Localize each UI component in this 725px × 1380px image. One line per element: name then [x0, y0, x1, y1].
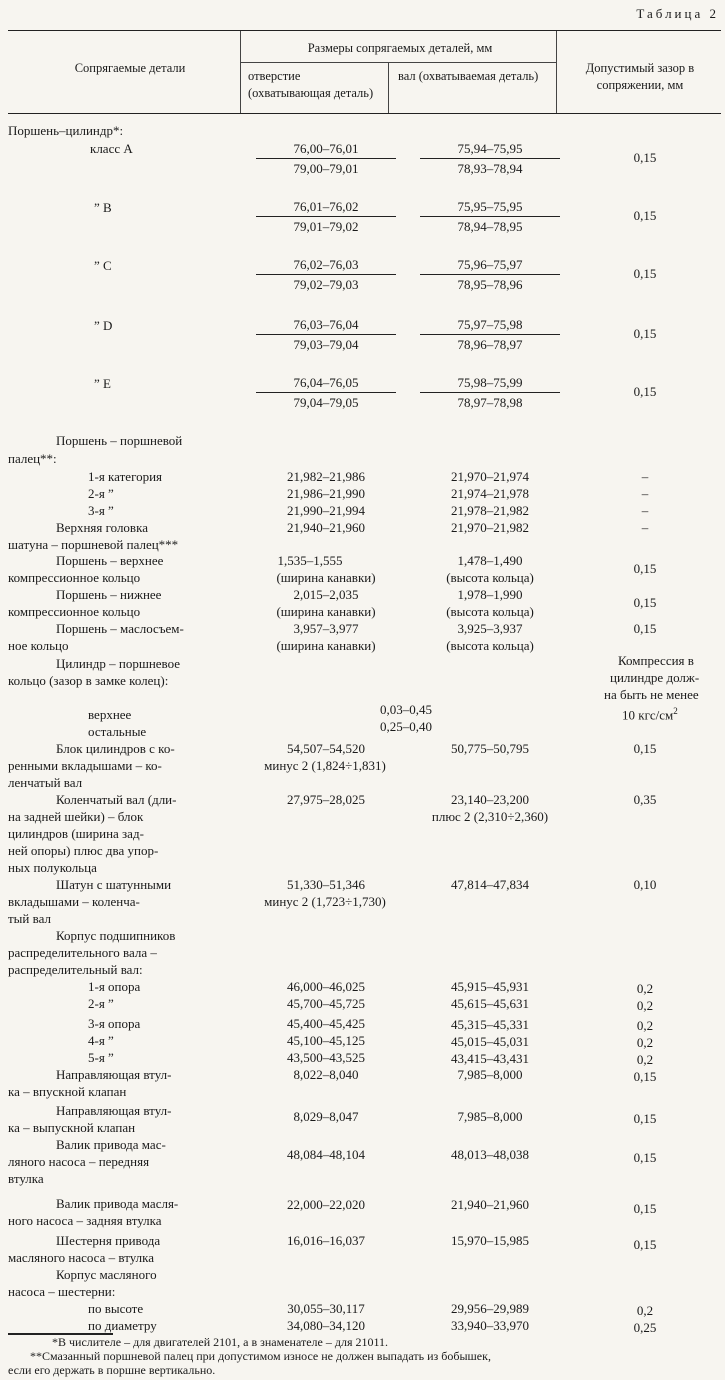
clearance-value: 0,35	[633, 792, 657, 807]
rod-label-1: Шатун с шатунными	[56, 877, 172, 892]
shaft-numerator: 75,96–75,97	[420, 255, 560, 275]
clearance-value: 0,15	[633, 741, 657, 756]
hole-denominator: 79,03–79,04	[293, 337, 359, 352]
clearance-value: –	[641, 469, 649, 484]
ring-gap-top-value: 0,03–0,45	[380, 702, 432, 717]
valve-label-2: ка – впускной клапан	[8, 1084, 127, 1099]
header-vrule-1	[240, 31, 241, 113]
ring-label-1: Поршень – маслосъем-	[56, 621, 184, 636]
shaft-value: 50,775–50,795	[451, 741, 529, 756]
ring-label-2: компрессионное кольцо	[8, 604, 141, 619]
compression-note-3: на быть не менее	[604, 687, 699, 702]
hole-value: 21,990–21,994	[287, 503, 365, 518]
header-shaft: вал (охватываемая деталь)	[398, 69, 539, 83]
shaft-value: 45,915–45,931	[451, 979, 529, 994]
shaft-fraction	[420, 255, 560, 294]
clearance-value: 0,2	[636, 981, 654, 996]
shaft-value: 1,478–1,490	[457, 553, 523, 568]
shaft-value: 3,925–3,937	[457, 621, 523, 636]
rod-head-label-1: Верхняя головка	[56, 520, 148, 535]
shaft-value: 21,970–21,982	[451, 520, 529, 535]
hole-numerator: 76,00–76,01	[256, 139, 396, 159]
hole-value: 45,700–45,725	[287, 996, 365, 1011]
header-hole: отверстие (охватывающая деталь)	[248, 69, 374, 100]
ring-gap-label-2: кольцо (зазор в замке колец):	[8, 673, 169, 688]
pump-body-row-label: по высоте	[88, 1301, 144, 1316]
cam-bearing-label: 1-я опора	[88, 979, 141, 994]
rod-head-label-2: шатуна – поршневой палец***	[8, 537, 179, 552]
shaft-value: 48,013–48,038	[451, 1147, 529, 1162]
cam-bearing-label: 5-я ”	[88, 1050, 114, 1065]
rod-label-3: тый вал	[8, 911, 51, 926]
hole-value: 21,986–21,990	[287, 486, 365, 501]
clearance-value: 0,15	[633, 1150, 657, 1165]
block-label-2: ренными вкладышами – ко-	[8, 758, 162, 773]
compression-note-1: Компрессия в	[618, 653, 694, 668]
clearance-value: 0,15	[633, 621, 657, 636]
pump-gear-label-1: Шестерня привода	[56, 1233, 161, 1248]
footnote-2-line-2: если его держать в поршне вертикально.	[8, 1363, 216, 1377]
footnote-2-line-1: **Смазанный поршневой палец при допустимом износе не должен выпадать из бобышек,	[30, 1349, 491, 1363]
hole-value: 21,940–21,960	[287, 520, 365, 535]
header-vrule-2	[388, 63, 389, 113]
hole-fraction	[256, 255, 396, 294]
pump-body-label-1: Корпус масляного	[56, 1267, 157, 1282]
shaft-fraction	[420, 373, 560, 412]
shaft-denominator: 78,96–78,97	[457, 337, 523, 352]
shaft-value-2: плюс 2 (2,310÷2,360)	[431, 809, 549, 824]
shaft-value: 23,140–23,200	[451, 792, 529, 807]
pin-category-label: 3-я ”	[88, 503, 114, 518]
shaft-value: 29,956–29,989	[451, 1301, 529, 1316]
clearance-value: 0,15	[633, 150, 657, 165]
cam-label-2: распределительного вала –	[8, 945, 157, 960]
hole-denominator: 79,00–79,01	[293, 161, 359, 176]
clearance-value: –	[641, 486, 649, 501]
hole-denominator: 79,04–79,05	[293, 395, 359, 410]
clearance-value: –	[641, 503, 649, 518]
clearance-value: 0,2	[636, 998, 654, 1013]
hole-numerator: 76,02–76,03	[256, 255, 396, 275]
cam-bearing-label: 4-я ”	[88, 1033, 114, 1048]
shaft-value: 45,315–45,331	[451, 1017, 529, 1032]
block-label-1: Блок цилиндров с ко-	[56, 741, 175, 756]
ring-label-2: компрессионное кольцо	[8, 570, 141, 585]
shaft-value: 1,978–1,990	[457, 587, 523, 602]
clearance-value: 0,2	[636, 1018, 654, 1033]
header-parts: Сопрягаемые детали	[74, 61, 186, 75]
shaft-value: 15,970–15,985	[451, 1233, 529, 1248]
ring-gap-rest-value: 0,25–0,40	[380, 719, 432, 734]
block-label-3: ленчатый вал	[8, 775, 83, 790]
clearance-value: 0,15	[633, 1111, 657, 1126]
header-bottom-rule	[8, 113, 721, 114]
shaft-note: (высота кольца)	[446, 570, 534, 585]
pump-front-label-3: втулка	[8, 1171, 44, 1186]
hole-value: 8,029–8,047	[293, 1109, 359, 1124]
hole-fraction	[256, 139, 396, 178]
shaft-value: 7,985–8,000	[457, 1067, 523, 1082]
ring-label-2: ное кольцо	[8, 638, 69, 653]
hole-value: 48,084–48,104	[287, 1147, 365, 1162]
ring-gap-label-1: Цилиндр – поршневое	[56, 656, 181, 671]
hole-note: (ширина канавки)	[276, 604, 376, 619]
pump-body-row-label: по диаметру	[88, 1318, 157, 1333]
clearance-value: 0,15	[633, 384, 657, 399]
hole-value: 54,507–54,520	[287, 741, 365, 756]
compression-unit-power: 2	[673, 706, 678, 716]
shaft-denominator: 78,95–78,96	[457, 277, 523, 292]
rod-label-2: вкладышами – коленча-	[8, 894, 140, 909]
shaft-denominator: 78,94–78,95	[457, 219, 523, 234]
shaft-fraction	[420, 315, 560, 354]
hole-value: 2,015–2,035	[293, 587, 359, 602]
header-sizes: Размеры сопрягаемых деталей, мм	[307, 41, 493, 55]
shaft-denominator: 78,97–78,98	[457, 395, 523, 410]
pin-title-1: Поршень – поршневой	[56, 433, 183, 448]
compression-note-2: цилиндре долж-	[610, 670, 700, 685]
piston-cylinder-title: Поршень–цилиндр*:	[8, 123, 124, 138]
cam-label-1: Корпус подшипников	[56, 928, 176, 943]
class-label: ” E	[94, 376, 111, 391]
hole-value: 51,330–51,346	[287, 877, 365, 892]
hole-value: 30,055–30,117	[287, 1301, 365, 1316]
hole-value: 45,100–45,125	[287, 1033, 365, 1048]
compression-value: 10 кгс/см	[622, 707, 674, 723]
ring-label-1: Поршень – нижнее	[56, 587, 162, 602]
class-label: ” D	[94, 318, 113, 333]
shaft-note: (высота кольца)	[446, 604, 534, 619]
class-label: ” С	[94, 258, 112, 273]
clearance-value: 0,15	[633, 208, 657, 223]
table-title: Таблица 2	[636, 6, 719, 21]
cam-bearing-label: 3-я опора	[88, 1016, 141, 1031]
clearance-value: 0,15	[633, 1237, 657, 1252]
shaft-numerator: 75,95–75,95	[420, 197, 560, 217]
class-label: класс А	[90, 141, 133, 156]
clearance-value: 0,15	[633, 1201, 657, 1216]
pump-rear-label-2: ного насоса – задняя втулка	[8, 1213, 162, 1228]
shaft-value: 47,814–47,834	[451, 877, 529, 892]
shaft-value: 21,970–21,974	[451, 469, 529, 484]
hole-value: 34,080–34,120	[287, 1318, 365, 1333]
cam-label-3: распределительный вал:	[8, 962, 143, 977]
valve-label-1: Направляющая втул-	[56, 1103, 172, 1118]
shaft-value: 33,940–33,970	[451, 1318, 529, 1333]
shaft-note: (высота кольца)	[446, 638, 534, 653]
shaft-value: 21,940–21,960	[451, 1197, 529, 1212]
header-sizes-rule	[240, 62, 556, 63]
crank-label-5: ных полукольца	[8, 860, 97, 875]
footnote-1: *В числителе – для двигателей 2101, а в знаменателе – для 21011.	[52, 1335, 389, 1349]
clearance-value: 0,15	[633, 266, 657, 281]
hole-value-2: минус 2 (1,824÷1,831)	[264, 758, 386, 773]
hole-value: 27,975–28,025	[287, 792, 365, 807]
hole-value: 1,535–1,555	[277, 553, 343, 568]
class-label: ” В	[94, 200, 112, 215]
hole-value: 16,016–16,037	[287, 1233, 365, 1248]
hole-numerator: 76,03–76,04	[256, 315, 396, 335]
ring-gap-top-label: верхнее	[88, 707, 132, 722]
crank-label-1: Коленчатый вал (дли-	[56, 792, 177, 807]
pin-title-2: палец**:	[8, 451, 57, 466]
hole-fraction	[256, 373, 396, 412]
shaft-fraction	[420, 197, 560, 236]
hole-note: (ширина канавки)	[276, 570, 376, 585]
ring-label-1: Поршень – верхнее	[56, 553, 164, 568]
clearance-value: –	[641, 520, 649, 535]
hole-denominator: 79,02–79,03	[293, 277, 359, 292]
pump-front-label-2: ляного насоса – передняя	[8, 1154, 150, 1169]
clearance-value: 0,10	[633, 877, 657, 892]
pin-category-label: 1-я категория	[88, 469, 163, 484]
shaft-fraction	[420, 139, 560, 178]
clearance-value: 0,15	[633, 1069, 657, 1084]
shaft-numerator: 75,98–75,99	[420, 373, 560, 393]
clearance-value: 0,2	[636, 1052, 654, 1067]
ring-gap-rest-label: остальные	[88, 724, 147, 739]
pin-category-label: 2-я ”	[88, 486, 114, 501]
pump-front-label-1: Валик привода мас-	[56, 1137, 166, 1152]
cam-bearing-label: 2-я ”	[88, 996, 114, 1011]
crank-label-3: цилиндров (ширина зад-	[8, 826, 144, 841]
hole-value: 45,400–45,425	[287, 1016, 365, 1031]
crank-label-2: на задней шейки) – блок	[8, 809, 144, 824]
hole-value: 8,022–8,040	[293, 1067, 359, 1082]
shaft-value: 45,015–45,031	[451, 1034, 529, 1049]
hole-value: 43,500–43,525	[287, 1050, 365, 1065]
hole-denominator: 79,01–79,02	[293, 219, 359, 234]
header-vrule-3	[556, 31, 557, 113]
hole-numerator: 76,04–76,05	[256, 373, 396, 393]
shaft-value: 21,978–21,982	[451, 503, 529, 518]
hole-value: 3,957–3,977	[293, 621, 359, 636]
shaft-value: 7,985–8,000	[457, 1109, 523, 1124]
valve-label-2: ка – выпускной клапан	[8, 1120, 136, 1135]
clearance-value: 0,25	[633, 1320, 657, 1335]
hole-value: 46,000–46,025	[287, 979, 365, 994]
hole-fraction	[256, 315, 396, 354]
shaft-value: 45,615–45,631	[451, 996, 529, 1011]
clearance-value: 0,2	[636, 1303, 654, 1318]
pump-rear-label-1: Валик привода масля-	[56, 1196, 179, 1211]
pump-body-label-2: насоса – шестерни:	[8, 1284, 116, 1299]
shaft-numerator: 75,97–75,98	[420, 315, 560, 335]
shaft-value: 21,974–21,978	[451, 486, 529, 501]
header-clearance: Допустимый зазор в сопряжении, мм	[585, 61, 695, 92]
clearance-value: 0,2	[636, 1035, 654, 1050]
hole-numerator: 76,01–76,02	[256, 197, 396, 217]
shaft-value: 43,415–43,431	[451, 1051, 529, 1066]
clearance-value: 0,15	[633, 326, 657, 341]
crank-label-4: ней опоры) плюс два упор-	[8, 843, 159, 858]
clearance-value: 0,15	[633, 561, 657, 576]
shaft-numerator: 75,94–75,95	[420, 139, 560, 159]
shaft-denominator: 78,93–78,94	[457, 161, 523, 176]
hole-value-2: минус 2 (1,723÷1,730)	[264, 894, 386, 909]
compression-note-4	[622, 703, 678, 723]
clearance-value: 0,15	[633, 595, 657, 610]
hole-value: 21,982–21,986	[287, 469, 365, 484]
hole-fraction	[256, 197, 396, 236]
pump-gear-label-2: масляного насоса – втулка	[8, 1250, 155, 1265]
valve-label-1: Направляющая втул-	[56, 1067, 172, 1082]
hole-value: 22,000–22,020	[287, 1197, 365, 1212]
hole-note: (ширина канавки)	[276, 638, 376, 653]
header-top-rule	[8, 30, 721, 31]
